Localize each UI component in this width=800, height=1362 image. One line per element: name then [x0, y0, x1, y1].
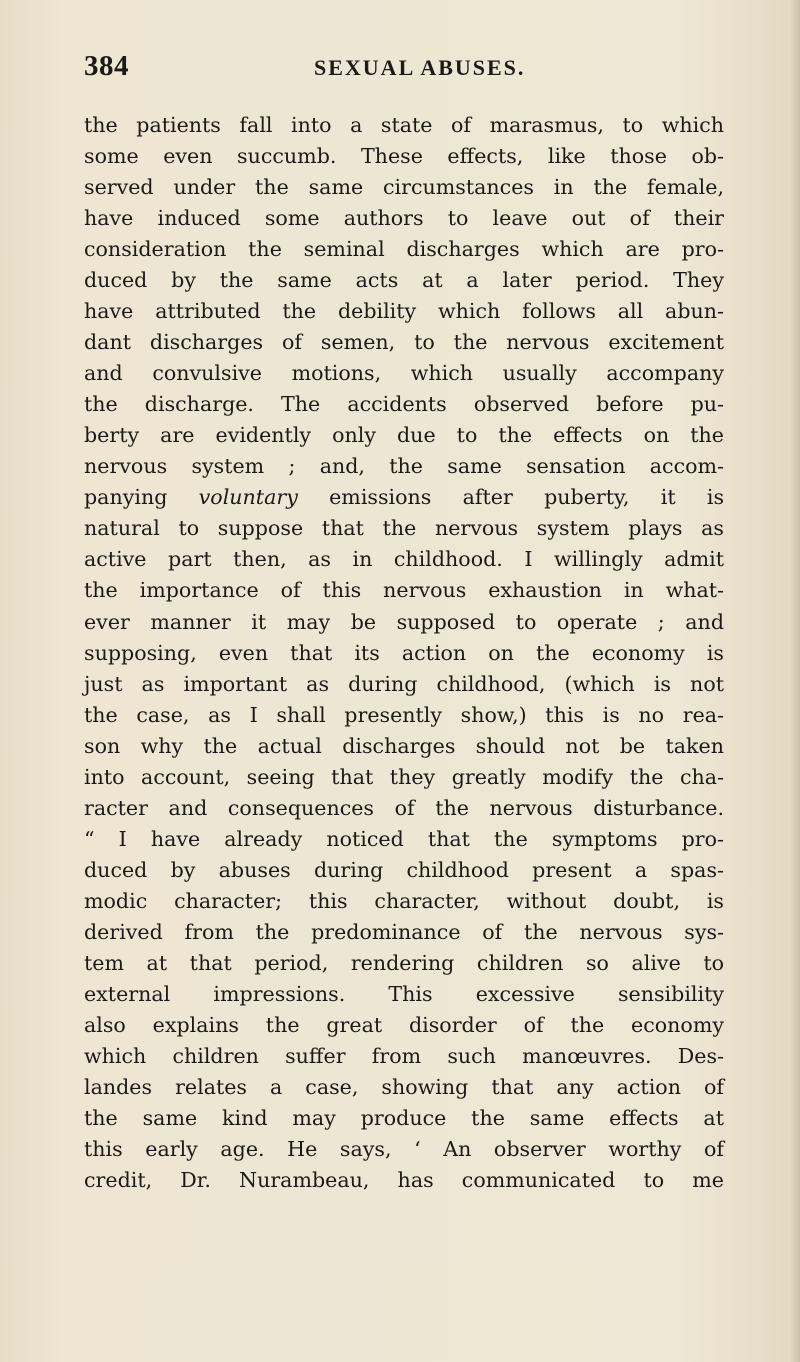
- text-segment: panying: [84, 485, 168, 510]
- text-line: the patients fall into a state of marasmus, to which: [84, 113, 724, 137]
- text-line: which children suffer from such manœuvres. Des-: [84, 1043, 724, 1068]
- text-line: the case, as I shall presently show,) this is no rea-: [84, 702, 724, 727]
- text-line: have induced some authors to leave out of their: [84, 206, 724, 231]
- page-number: 384: [84, 50, 129, 82]
- text-line: active part then, as in childhood. I willingly admit: [84, 547, 724, 572]
- text-line: also explains the great disorder of the economy: [84, 1012, 724, 1037]
- text-line: tem at that period, rendering children so alive to: [84, 950, 724, 975]
- text-line: have attributed the debility which follows all abun-: [84, 299, 724, 324]
- text-line: the same kind may produce the same effects at: [84, 1106, 724, 1130]
- text-line: the importance of this nervous exhaustion in what-: [84, 578, 724, 603]
- text-line-with-italic: [84, 482, 724, 513]
- text-line: dant discharges of semen, to the nervous excitement: [84, 330, 724, 355]
- text-line: into account, seeing that they greatly modify the cha-: [84, 764, 724, 789]
- text-line: this early age. He says, ‘ An observer worthy of: [84, 1137, 724, 1162]
- text-segment: emissions after puberty, it is: [329, 485, 725, 510]
- page-edge-shadow: [790, 0, 800, 1362]
- text-line: and convulsive motions, which usually accompany: [84, 361, 724, 386]
- text-line: natural to suppose that the nervous system plays as: [84, 516, 724, 541]
- text-line: the discharge. The accidents observed before pu-: [84, 392, 724, 417]
- text-line: racter and consequences of the nervous disturbance.: [84, 795, 724, 820]
- running-title: SEXUAL ABUSES.: [314, 55, 526, 80]
- text-line: ever manner it may be supposed to operate ; and: [84, 609, 724, 634]
- text-line: duced by abuses during childhood present a spas-: [84, 857, 724, 882]
- text-line: duced by the same acts at a later period. They: [84, 268, 724, 293]
- italic-word: voluntary: [198, 485, 298, 510]
- text-line: external impressions. This excessive sensibility: [84, 981, 724, 1006]
- text-line: modic character; this character, without doubt, is: [84, 888, 724, 913]
- text-line: nervous system ; and, the same sensation accom-: [84, 454, 724, 479]
- text-line: supposing, even that its action on the economy is: [84, 640, 724, 665]
- text-line: “ I have already noticed that the symptoms pro-: [84, 826, 724, 851]
- text-line: served under the same circumstances in the female,: [84, 175, 724, 200]
- text-line: credit, Dr. Nurambeau, has communicated to me: [84, 1168, 724, 1193]
- body-text: [84, 110, 724, 1196]
- text-line: landes relates a case, showing that any action of: [84, 1074, 724, 1099]
- text-line: berty are evidently only due to the effects on the: [84, 423, 724, 448]
- text-line: derived from the predominance of the nervous sys-: [84, 919, 724, 944]
- text-line: consideration the seminal discharges which are pro-: [84, 237, 724, 262]
- text-line: just as important as during childhood, (which is not: [84, 671, 724, 696]
- running-head: [84, 50, 724, 86]
- text-line: son why the actual discharges should not be taken: [84, 733, 724, 758]
- text-line: some even succumb. These effects, like those ob-: [84, 144, 724, 169]
